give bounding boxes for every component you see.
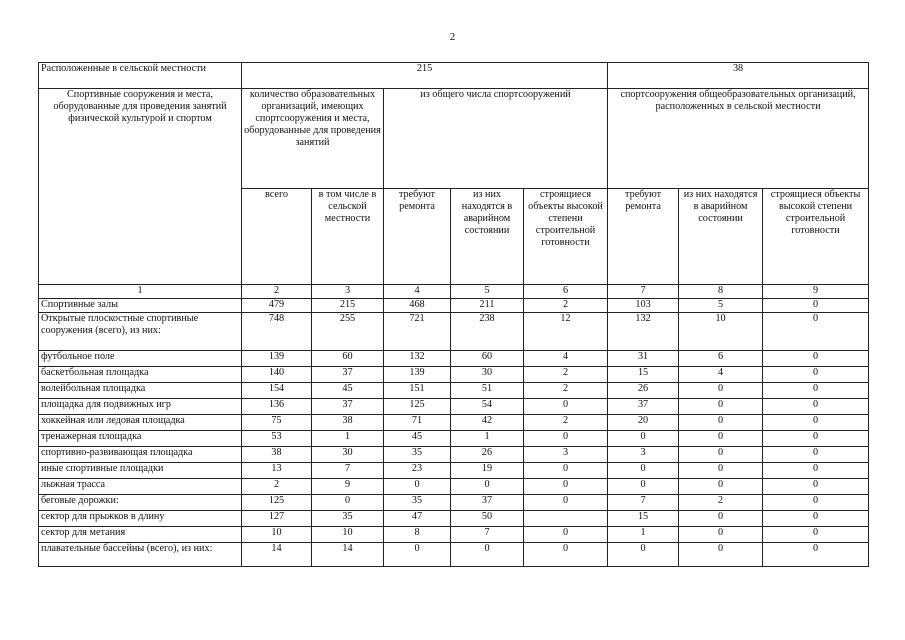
- header-group-general-ed: спортсооружения общеобразовательных организаций, расположенных в сельской местности: [608, 89, 869, 189]
- value-cell: 0: [679, 527, 763, 543]
- value-cell: 26: [451, 447, 524, 463]
- facility-name-cell: лыжная трасса: [39, 479, 242, 495]
- value-cell: 0: [608, 479, 679, 495]
- value-cell: 0: [763, 399, 869, 415]
- header-row-groups: [39, 89, 869, 189]
- value-cell: 19: [451, 463, 524, 479]
- value-cell: 0: [763, 367, 869, 383]
- value-cell: 51: [451, 383, 524, 399]
- column-number: 9: [763, 285, 869, 299]
- header-all: всего: [242, 189, 312, 285]
- value-cell: 0: [679, 399, 763, 415]
- column-number: 5: [451, 285, 524, 299]
- rural-row-label: Расположенные в сельской местности: [39, 63, 242, 89]
- value-cell: 37: [608, 399, 679, 415]
- table-row: [39, 383, 869, 399]
- table-row: [39, 313, 869, 351]
- column-number: 8: [679, 285, 763, 299]
- value-cell: 1: [608, 527, 679, 543]
- value-cell: 748: [242, 313, 312, 351]
- value-cell: 2: [242, 479, 312, 495]
- facility-name-cell: иные спортивные площадки: [39, 463, 242, 479]
- column-number: 4: [384, 285, 451, 299]
- table-row: [39, 367, 869, 383]
- value-cell: 238: [451, 313, 524, 351]
- value-cell: 60: [312, 351, 384, 367]
- facility-name-cell: сектор для метания: [39, 527, 242, 543]
- page-number: 2: [449, 31, 456, 43]
- value-cell: 125: [384, 399, 451, 415]
- column-number: 7: [608, 285, 679, 299]
- value-cell: 215: [312, 299, 384, 313]
- value-cell: 35: [312, 511, 384, 527]
- facility-name-cell: волейбольная площадка: [39, 383, 242, 399]
- value-cell: 2: [524, 299, 608, 313]
- value-cell: 3: [608, 447, 679, 463]
- value-cell: 38: [312, 415, 384, 431]
- rural-row: [39, 63, 869, 89]
- value-cell: 12: [524, 313, 608, 351]
- value-cell: 9: [312, 479, 384, 495]
- value-cell: 154: [242, 383, 312, 399]
- value-cell: 26: [608, 383, 679, 399]
- value-cell: 140: [242, 367, 312, 383]
- header-repair-general-ed: требуют ремонта: [608, 189, 679, 285]
- table-row: [39, 431, 869, 447]
- value-cell: 0: [763, 383, 869, 399]
- value-cell: 0: [679, 543, 763, 567]
- column-number: 3: [312, 285, 384, 299]
- value-cell: 37: [312, 399, 384, 415]
- value-cell: 0: [679, 511, 763, 527]
- value-cell: 132: [384, 351, 451, 367]
- column-number: 1: [39, 285, 242, 299]
- value-cell: 71: [384, 415, 451, 431]
- value-cell: 151: [384, 383, 451, 399]
- table-row: [39, 399, 869, 415]
- value-cell: 1: [312, 431, 384, 447]
- value-cell: 30: [312, 447, 384, 463]
- value-cell: 37: [451, 495, 524, 511]
- facility-name-cell: Открытые плоскостные спортивные сооружения (всего), из них:: [39, 313, 242, 351]
- value-cell: 14: [312, 543, 384, 567]
- value-cell: 13: [242, 463, 312, 479]
- header-group-total: из общего числа спортсооружений: [384, 89, 608, 189]
- value-cell: 132: [608, 313, 679, 351]
- value-cell: 10: [312, 527, 384, 543]
- value-cell: 0: [763, 463, 869, 479]
- header-emergency: из них находятся в аварийном состоянии: [451, 189, 524, 285]
- value-cell: 0: [524, 431, 608, 447]
- value-cell: 139: [384, 367, 451, 383]
- value-cell: 0: [384, 479, 451, 495]
- value-cell: 10: [242, 527, 312, 543]
- rural-value-all: 215: [242, 63, 608, 89]
- value-cell: 2: [524, 415, 608, 431]
- value-cell: 0: [763, 299, 869, 313]
- column-number: 6: [524, 285, 608, 299]
- value-cell: 0: [679, 383, 763, 399]
- value-cell: 0: [451, 543, 524, 567]
- table-row: [39, 447, 869, 463]
- value-cell: 75: [242, 415, 312, 431]
- value-cell: 23: [384, 463, 451, 479]
- facility-name-cell: тренажерная площадка: [39, 431, 242, 447]
- value-cell: 0: [524, 495, 608, 511]
- value-cell: 211: [451, 299, 524, 313]
- table-row: [39, 415, 869, 431]
- value-cell: 0: [679, 463, 763, 479]
- value-cell: 0: [524, 463, 608, 479]
- value-cell: 45: [312, 383, 384, 399]
- value-cell: 0: [763, 511, 869, 527]
- value-cell: 54: [451, 399, 524, 415]
- value-cell: 0: [763, 479, 869, 495]
- value-cell: 7: [608, 495, 679, 511]
- value-cell: 60: [451, 351, 524, 367]
- column-number-row: [39, 285, 869, 299]
- value-cell: 0: [451, 479, 524, 495]
- value-cell: 0: [679, 479, 763, 495]
- value-cell: 6: [679, 351, 763, 367]
- header-construction: строящиеся объекты высокой степени строительной готовности: [524, 189, 608, 285]
- value-cell: 0: [763, 431, 869, 447]
- table-row: [39, 479, 869, 495]
- table-row: [39, 299, 869, 313]
- facility-name-cell: сектор для прыжков в длину: [39, 511, 242, 527]
- sports-facilities-table: [38, 62, 869, 567]
- value-cell: 4: [679, 367, 763, 383]
- value-cell: 4: [524, 351, 608, 367]
- header-emergency-general-ed: из них находятся в аварийном состоянии: [679, 189, 763, 285]
- value-cell: 0: [608, 431, 679, 447]
- value-cell: [524, 511, 608, 527]
- value-cell: 0: [524, 479, 608, 495]
- value-cell: 479: [242, 299, 312, 313]
- value-cell: 1: [451, 431, 524, 447]
- value-cell: 0: [763, 527, 869, 543]
- table-row: [39, 463, 869, 479]
- value-cell: 0: [608, 463, 679, 479]
- value-cell: 136: [242, 399, 312, 415]
- value-cell: 15: [608, 511, 679, 527]
- facility-name-cell: беговые дорожки:: [39, 495, 242, 511]
- value-cell: 14: [242, 543, 312, 567]
- table-row: [39, 511, 869, 527]
- value-cell: 0: [524, 527, 608, 543]
- value-cell: 31: [608, 351, 679, 367]
- value-cell: 7: [312, 463, 384, 479]
- value-cell: 15: [608, 367, 679, 383]
- header-construction-general-ed: строящиеся объекты высокой степени строительной готовности: [763, 189, 869, 285]
- value-cell: 42: [451, 415, 524, 431]
- value-cell: 0: [763, 313, 869, 351]
- value-cell: 103: [608, 299, 679, 313]
- header-rural: в том числе в сельской местности: [312, 189, 384, 285]
- value-cell: 0: [312, 495, 384, 511]
- header-repair: требуют ремонта: [384, 189, 451, 285]
- table-row: [39, 543, 869, 567]
- table-row: [39, 495, 869, 511]
- value-cell: 125: [242, 495, 312, 511]
- facility-name-cell: плавательные бассейны (всего), из них:: [39, 543, 242, 567]
- value-cell: 0: [763, 415, 869, 431]
- table-row: [39, 527, 869, 543]
- value-cell: 3: [524, 447, 608, 463]
- value-cell: 45: [384, 431, 451, 447]
- value-cell: 10: [679, 313, 763, 351]
- value-cell: 50: [451, 511, 524, 527]
- value-cell: 0: [679, 431, 763, 447]
- column-number: 2: [242, 285, 312, 299]
- value-cell: 30: [451, 367, 524, 383]
- value-cell: 255: [312, 313, 384, 351]
- facility-name-cell: Спортивные залы: [39, 299, 242, 313]
- value-cell: 0: [524, 399, 608, 415]
- value-cell: 2: [524, 367, 608, 383]
- value-cell: 0: [679, 415, 763, 431]
- rural-value-general-ed: 38: [608, 63, 869, 89]
- value-cell: 53: [242, 431, 312, 447]
- value-cell: 0: [763, 495, 869, 511]
- header-facility-name: Спортивные сооружения и места, оборудованные для проведения занятий физической культурой и спортом: [39, 89, 242, 285]
- value-cell: 0: [524, 543, 608, 567]
- facility-name-cell: хоккейная или ледовая площадка: [39, 415, 242, 431]
- value-cell: 468: [384, 299, 451, 313]
- value-cell: 20: [608, 415, 679, 431]
- value-cell: 35: [384, 447, 451, 463]
- facility-name-cell: площадка для подвижных игр: [39, 399, 242, 415]
- value-cell: 37: [312, 367, 384, 383]
- facility-name-cell: футбольное поле: [39, 351, 242, 367]
- value-cell: 0: [679, 447, 763, 463]
- value-cell: 0: [384, 543, 451, 567]
- value-cell: 2: [524, 383, 608, 399]
- value-cell: 2: [679, 495, 763, 511]
- value-cell: 38: [242, 447, 312, 463]
- facility-name-cell: спортивно-развивающая площадка: [39, 447, 242, 463]
- value-cell: 0: [763, 447, 869, 463]
- value-cell: 5: [679, 299, 763, 313]
- value-cell: 0: [763, 543, 869, 567]
- header-group-count: количество образовательных организаций, имеющих спортсооружения и места, оборудованные для проведения занятий: [242, 89, 384, 189]
- value-cell: 127: [242, 511, 312, 527]
- value-cell: 0: [608, 543, 679, 567]
- value-cell: 47: [384, 511, 451, 527]
- value-cell: 721: [384, 313, 451, 351]
- value-cell: 0: [763, 351, 869, 367]
- value-cell: 8: [384, 527, 451, 543]
- facility-name-cell: баскетбольная площадка: [39, 367, 242, 383]
- table-row: [39, 351, 869, 367]
- value-cell: 7: [451, 527, 524, 543]
- value-cell: 139: [242, 351, 312, 367]
- value-cell: 35: [384, 495, 451, 511]
